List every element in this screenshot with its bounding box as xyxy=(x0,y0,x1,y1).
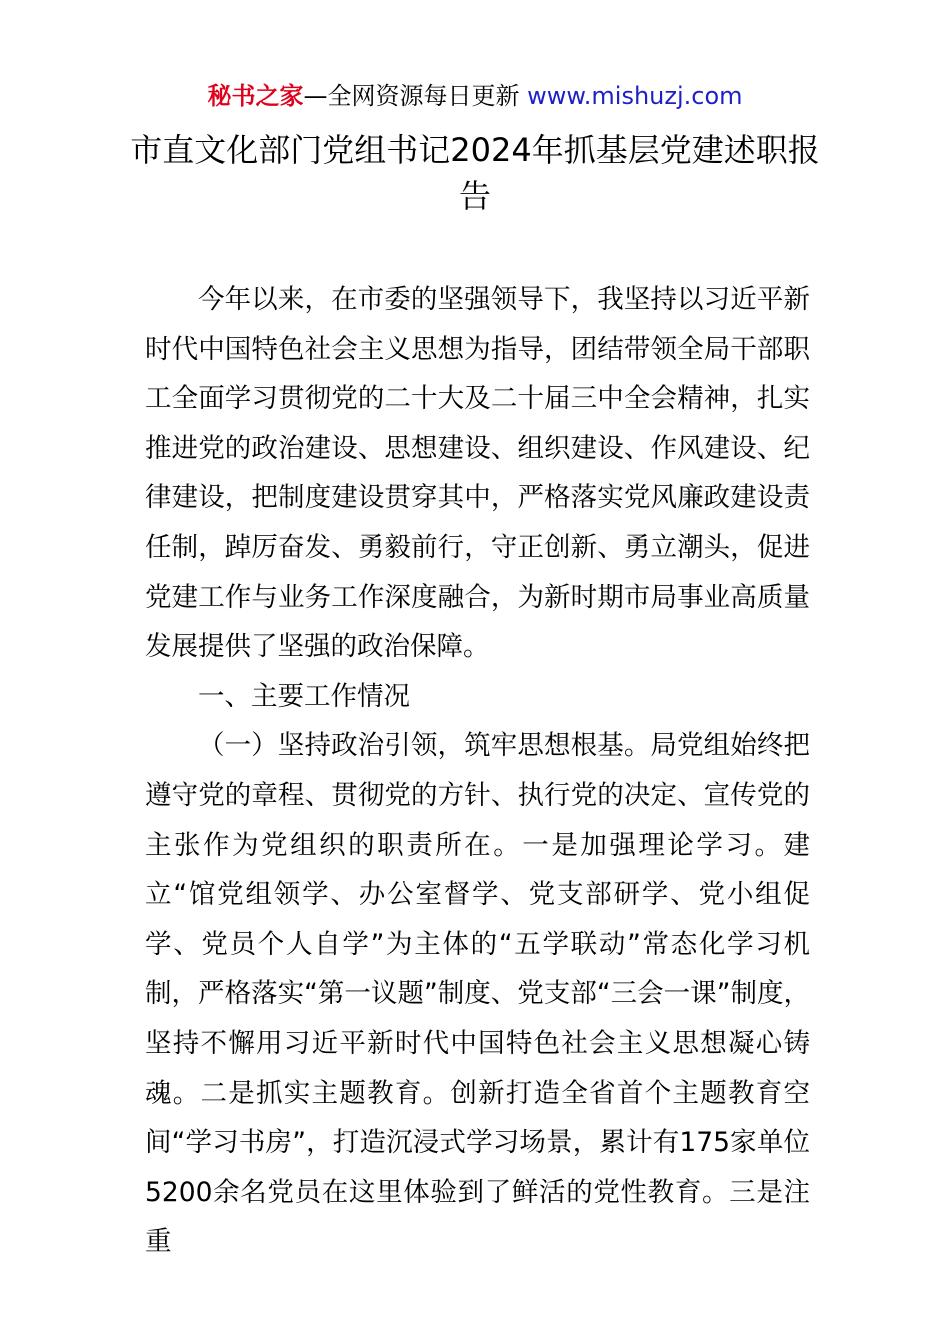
section-heading: 一、主要工作情况 xyxy=(198,680,410,712)
paragraph-section-1: （一）坚持政治引领，筑牢思想根基。局党组始终把遵守党的章程、贯彻党的方针、执行党的决定、宣传党的主张作为党组织的职责所在。一是加强理论学习。建立“馆党组领学、办公室督学、党支部研学、党小组促学、党员个人自学”为主体的“五学联动”常态化学习机制，严格落实“第一议题”制度、党支部“三会一课”制度，坚持不懈用习近平新时代中国特色社会主义思想凝心铸魂。二是抓实主题教育。创新打造全省首个主题教育空间“学习书房”，打造沉浸式学习场景，累计有175家单位5200余名党员在这里体验到了鲜活的党性教育。三是注重 xyxy=(145,730,810,1258)
document-body xyxy=(145,275,810,1267)
site-url[interactable]: www.mishuzj.com xyxy=(527,82,743,110)
document-title: 市直文化部门党组书记2024年抓基层党建述职报告 xyxy=(130,131,820,215)
site-header xyxy=(0,80,950,112)
brand-name: 秘书之家 xyxy=(207,82,304,110)
header-tagline: —全网资源每日更新 xyxy=(303,82,520,110)
paragraph-intro: 今年以来，在市委的坚强领导下，我坚持以习近平新时代中国特色社会主义思想为指导，团结带领全局干部职工全面学习贯彻党的二十大及二十届三中全会精神，扎实推进党的政治建设、思想建设、组织建设、作风建设、纪律建设，把制度建设贯穿其中，严格落实党风廉政建设责任制，踔厉奋发、勇毅前行，守正创新、勇立潮头，促进党建工作与业务工作深度融合，为新时期市局事业高质量发展提供了坚强的政治保障。 xyxy=(145,284,810,663)
